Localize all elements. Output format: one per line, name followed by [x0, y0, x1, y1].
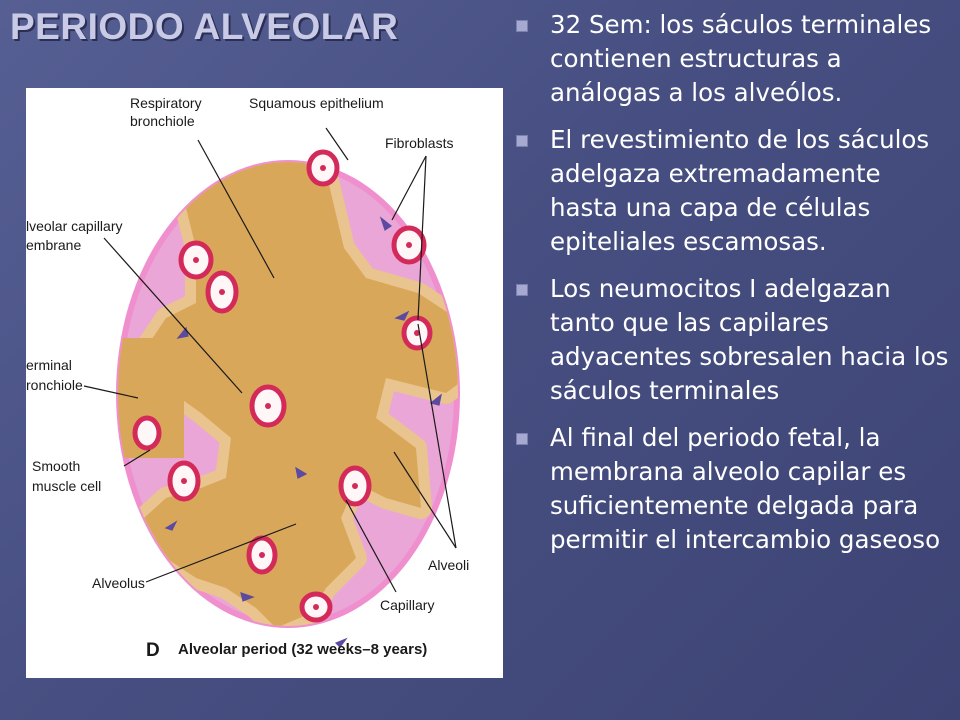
label-terminal: erminal [26, 357, 72, 373]
square-bullet-icon [516, 20, 528, 32]
bullet-text: 32 Sem: los sáculos terminales contienen estructuras a análogas a los alveólos. [550, 10, 932, 107]
square-bullet-icon [516, 284, 528, 296]
square-bullet-icon [516, 433, 528, 445]
bullet-item [512, 421, 952, 557]
label-squamous-epithelium: Squamous epithelium [249, 95, 384, 111]
label-membrane: embrane [26, 237, 82, 253]
bullet-text: El revestimiento de los sáculos adelgaza extremadamente hasta una capa de células epiteliales escamosas. [550, 125, 930, 256]
capillary-11 [135, 418, 159, 448]
label-terminal-bronchiole: ronchiole [26, 377, 83, 393]
bullet-list [512, 8, 952, 570]
bullet-text: Al final del periodo fetal, la membrana alveolo capilar es suficientemente delgada para permitir el intercambio gaseoso [550, 423, 941, 554]
label-muscle-cell: muscle cell [32, 478, 102, 494]
label-bronchiole: bronchiole [130, 113, 195, 129]
square-bullet-icon [516, 135, 528, 147]
label-alveoli: Alveoli [428, 557, 470, 573]
bullet-item [512, 272, 952, 408]
bullet-text: Los neumocitos I adelgazan tanto que las capilares adyacentes sobresalen hacia los sáculos terminales [550, 274, 949, 405]
bullet-item [512, 8, 952, 110]
label-smooth: Smooth [32, 458, 81, 474]
alveolar-period-figure [26, 88, 503, 678]
label-fibroblasts: Fibroblasts [385, 135, 454, 151]
panel-letter: D [146, 640, 160, 661]
figure-caption: Alveolar period (32 weeks–8 years) [178, 641, 428, 658]
label-capillary: Capillary [380, 597, 435, 613]
bullet-item [512, 123, 952, 259]
slide-title: PERIODO ALVEOLAR [10, 6, 399, 47]
label-alveolus: Alveolus [92, 575, 145, 591]
label-respiratory: Respiratory [130, 95, 202, 111]
alveolar-diagram [26, 88, 503, 678]
label-alveolar-capillary: lveolar capillary [26, 218, 123, 234]
